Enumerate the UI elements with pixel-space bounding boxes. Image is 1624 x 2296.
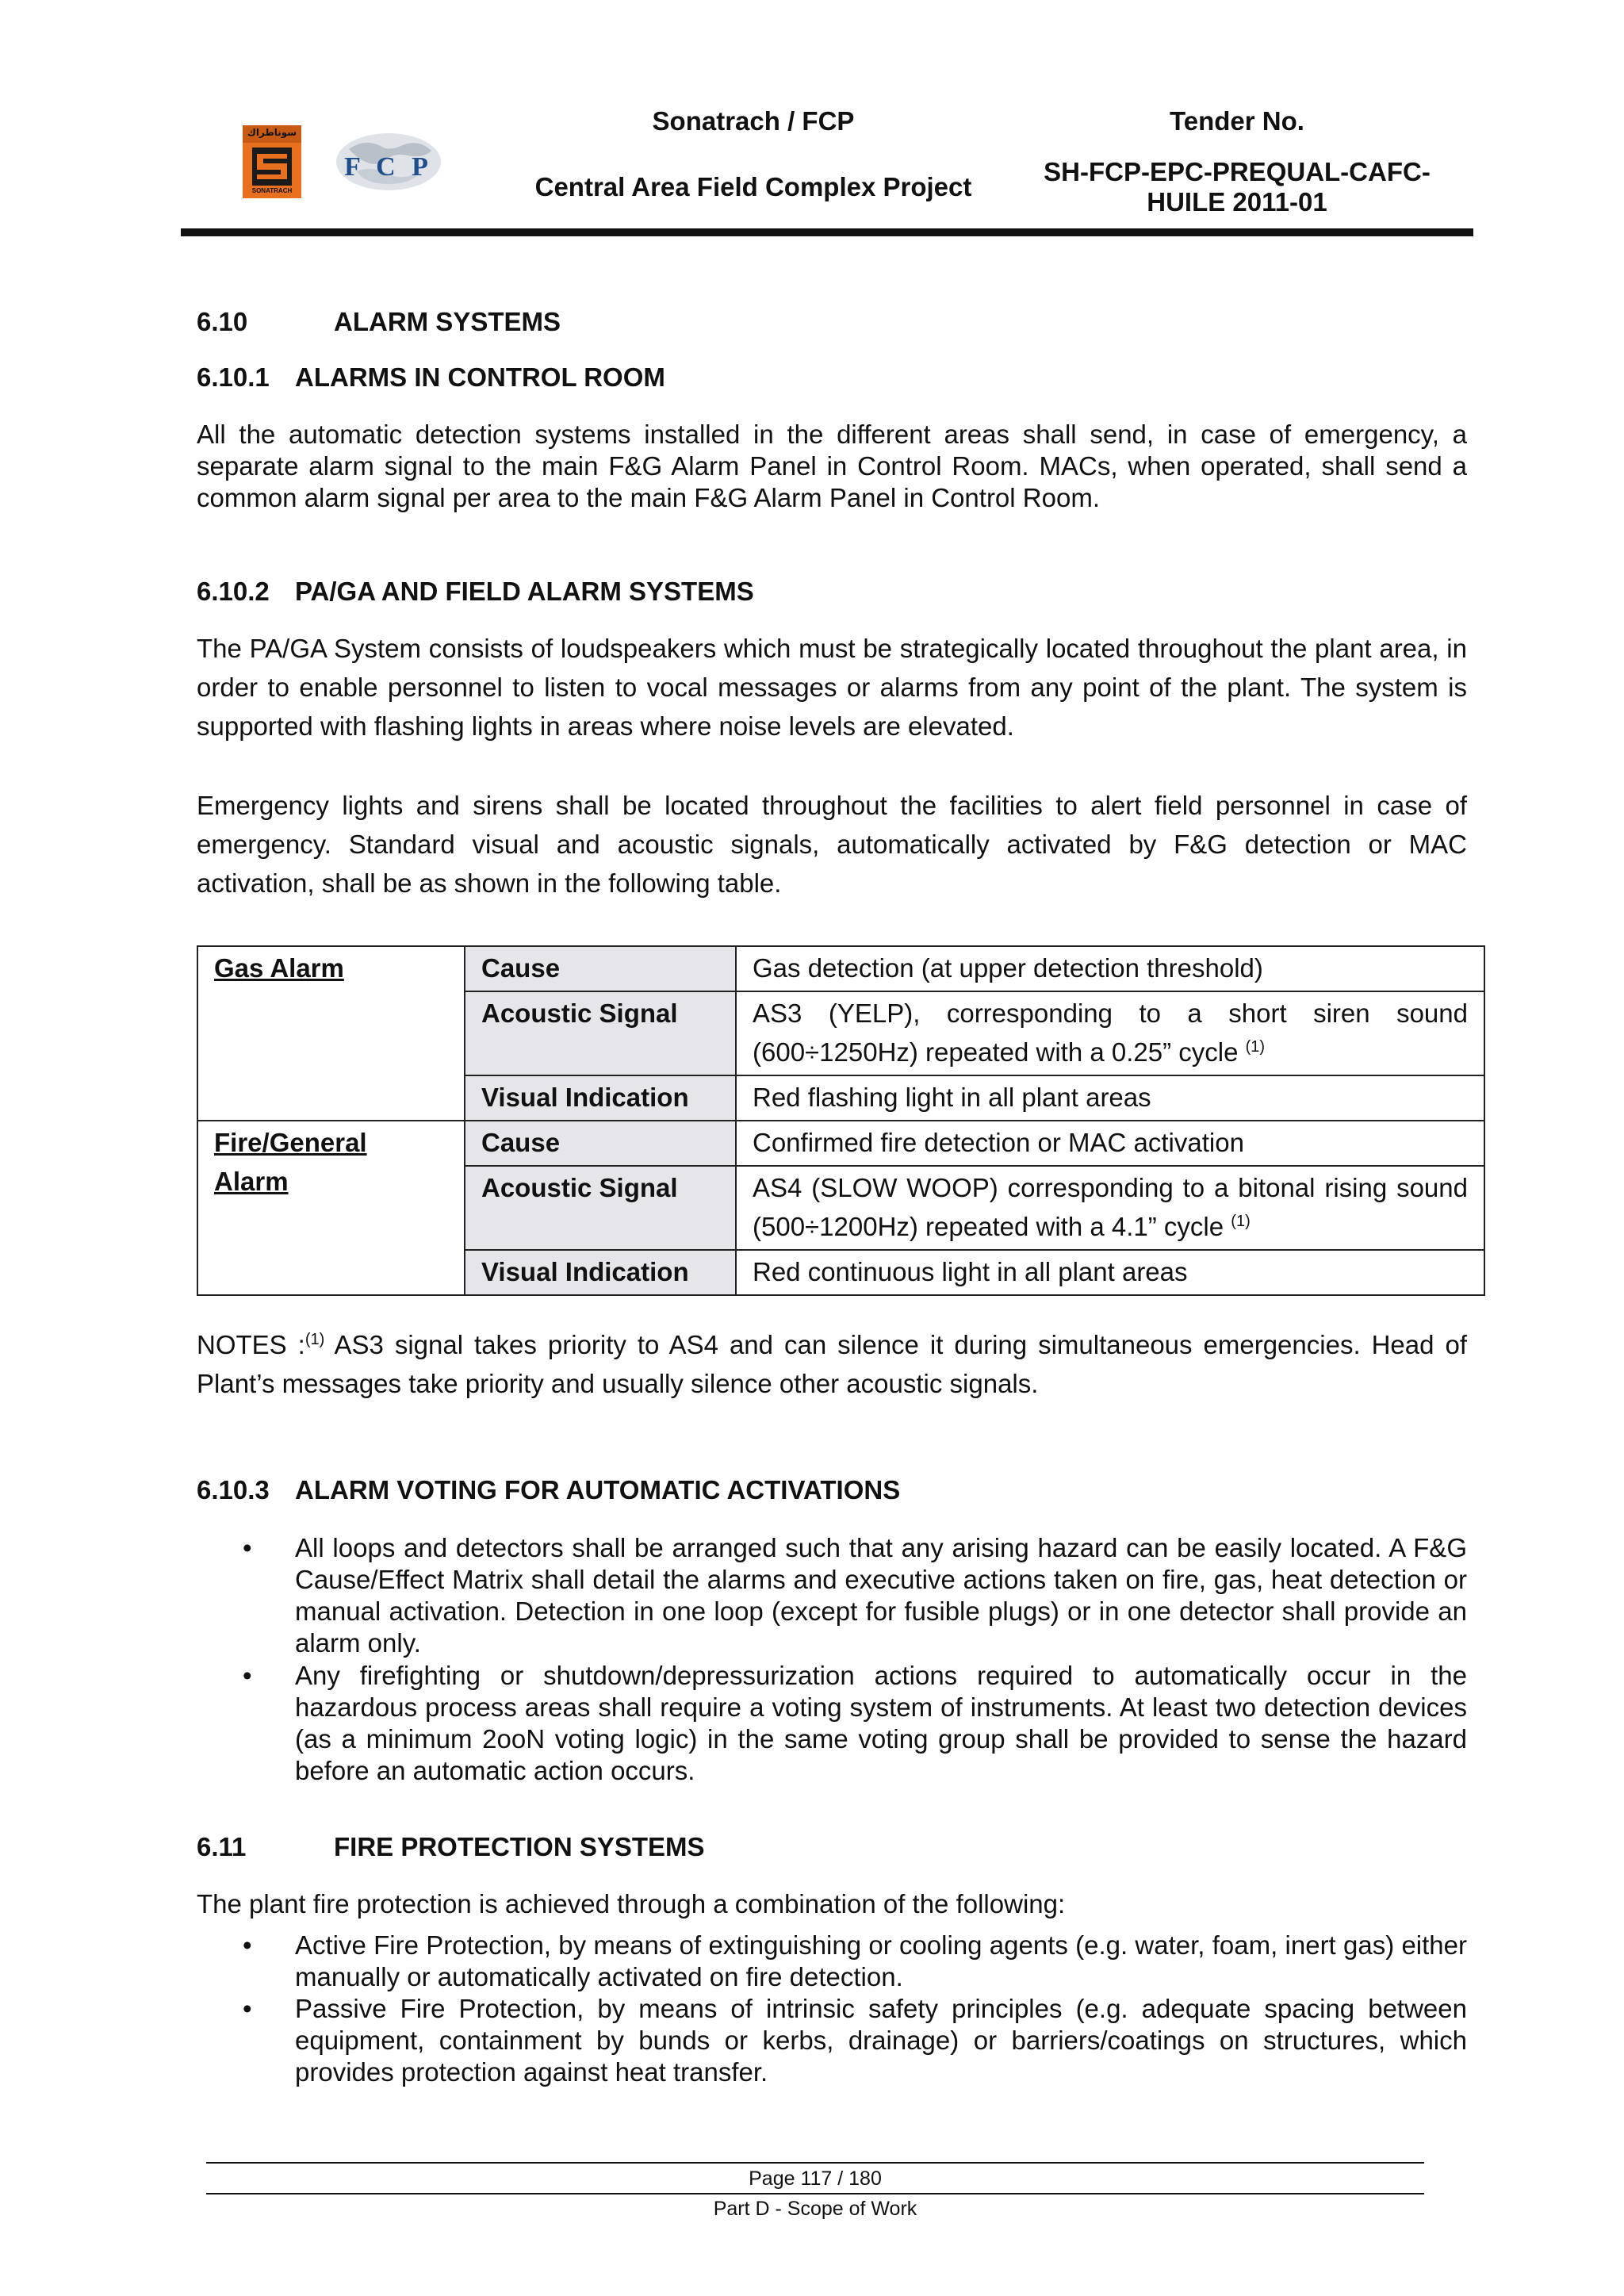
list-item bbox=[197, 1532, 1467, 1659]
alarm-signals-table bbox=[197, 945, 1485, 1296]
header-left-subtitle: Central Area Field Complex Project bbox=[534, 172, 972, 201]
header-left-title: Sonatrach / FCP bbox=[652, 106, 855, 136]
section-6-10-2-para1: The PA/GA System consists of loudspeakers which must be strategically located throughout the plant area, in order to enable personnel to listen to vocal messages or alarms from any point of the plant. The system is supported with flashing lights in areas where noise levels are elevated. bbox=[197, 634, 1467, 741]
table-notes bbox=[197, 1325, 1467, 1403]
table-row bbox=[197, 946, 1484, 991]
section-6-10-2-para2: Emergency lights and sirens shall be located throughout the facilities to alert field personnel in case of emergency. Standard visual and acoustic signals, automatically activated by F&G detection or MAC activation, shall be as shown in the following table. bbox=[197, 791, 1467, 898]
row-label: Cause bbox=[465, 946, 736, 991]
bullet-icon: • bbox=[243, 1930, 252, 1960]
fcp-logo-text: F C P bbox=[344, 152, 433, 182]
list-item bbox=[197, 1660, 1467, 1787]
section-number: 6.11 bbox=[197, 1832, 247, 1861]
footer-part: Part D - Scope of Work bbox=[713, 2198, 917, 2220]
bullet-icon: • bbox=[243, 1994, 252, 2023]
section-title: ALARMS IN CONTROL ROOM bbox=[295, 362, 665, 392]
footer-rule-top bbox=[206, 2162, 1424, 2164]
sonatrach-logo-arabic: سوناطراك bbox=[247, 127, 297, 138]
page-number: Page 117 / 180 bbox=[749, 2168, 882, 2190]
list-item-text: Active Fire Protection, by means of extinguishing or cooling agents (e.g. water, foam, inert gas) either manually or automatically activated on fire detection. bbox=[295, 1930, 1467, 1991]
header-right-line1: SH-FCP-EPC-PREQUAL-CAFC- bbox=[1044, 157, 1431, 186]
section-number: 6.10.1 bbox=[197, 362, 270, 392]
footer-rule-bottom bbox=[206, 2193, 1424, 2194]
gas-alarm-label: Gas Alarm bbox=[214, 953, 344, 983]
row-label: Visual Indication bbox=[465, 1075, 736, 1121]
footnote-marker: (1) bbox=[1245, 1038, 1266, 1056]
footnote-marker: (1) bbox=[304, 1331, 325, 1348]
row-label: Cause bbox=[465, 1121, 736, 1166]
notes-text: AS3 signal takes priority to AS4 and can silence it during simultaneous emergencies. Head of Plant’s messages take priority and usually silence other acoustic signals. bbox=[197, 1330, 1467, 1398]
section-6-10-3-bullets bbox=[197, 1532, 1467, 1787]
row-value: Gas detection (at upper detection threshold) bbox=[736, 946, 1484, 991]
list-item-text: Any firefighting or shutdown/depressurization actions required to automatically occur in the hazardous process areas shall require a voting system of instruments. At least two detection devices (as a minimum 2ooN voting logic) in the same voting group shall be provided to sense the hazard before an automatic action occurs. bbox=[295, 1661, 1467, 1785]
row-value bbox=[736, 1166, 1484, 1250]
row-label: Visual Indication bbox=[465, 1250, 736, 1295]
table-row bbox=[197, 1121, 1484, 1166]
section-title: FIRE PROTECTION SYSTEMS bbox=[334, 1832, 705, 1861]
section-6-11-intro: The plant fire protection is achieved through a combination of the following: bbox=[197, 1889, 1066, 1918]
section-6-10-1-heading bbox=[197, 362, 665, 393]
footnote-marker: (1) bbox=[1231, 1213, 1251, 1230]
fire-alarm-group-cell bbox=[197, 1121, 465, 1295]
section-title: PA/GA AND FIELD ALARM SYSTEMS bbox=[295, 577, 754, 606]
row-value: Confirmed fire detection or MAC activation bbox=[736, 1121, 1484, 1166]
row-label: Acoustic Signal bbox=[465, 1166, 736, 1250]
section-number: 6.10.3 bbox=[197, 1475, 270, 1504]
fcp-logo bbox=[325, 125, 452, 198]
acoustic-text: AS4 (SLOW WOOP) corresponding to a bitonal rising sound (500÷1200Hz) repeated with a 4.1” cycle bbox=[753, 1173, 1468, 1241]
notes-prefix: NOTES : bbox=[197, 1330, 305, 1359]
section-6-11-bullets bbox=[197, 1930, 1467, 2088]
row-value: Red continuous light in all plant areas bbox=[736, 1250, 1484, 1295]
section-title: ALARM VOTING FOR AUTOMATIC ACTIVATIONS bbox=[295, 1475, 901, 1504]
gas-alarm-group-cell bbox=[197, 946, 465, 1121]
bullet-icon: • bbox=[243, 1533, 252, 1562]
section-6-11-heading bbox=[197, 1832, 705, 1862]
fire-alarm-label-line1: Fire/General bbox=[214, 1128, 367, 1157]
row-value: Red flashing light in all plant areas bbox=[736, 1075, 1484, 1121]
header-right-title: Tender No. bbox=[1170, 106, 1304, 136]
header-right-line2: HUILE 2011-01 bbox=[1147, 187, 1327, 217]
section-6-10-2-heading bbox=[197, 577, 754, 607]
bullet-icon: • bbox=[243, 1661, 252, 1690]
section-6-10-heading bbox=[197, 307, 561, 337]
fire-alarm-label-line2: Alarm bbox=[214, 1167, 289, 1196]
sonatrach-logo bbox=[243, 125, 301, 198]
row-label: Acoustic Signal bbox=[465, 991, 736, 1075]
list-item bbox=[197, 1930, 1467, 1993]
sonatrach-logo-caption: SONATRACH bbox=[251, 187, 293, 194]
list-item-text: Passive Fire Protection, by means of intrinsic safety principles (e.g. adequate spacing between equipment, containment by bunds or kerbs, drainage) or barriers/coatings on structures, which provides protection against heat transfer. bbox=[295, 1994, 1467, 2087]
section-number: 6.10.2 bbox=[197, 577, 270, 606]
section-6-10-1-body: All the automatic detection systems installed in the different areas shall send, in case of emergency, a separate alarm signal to the main F&G Alarm Panel in Control Room. MACs, when operated, shall send a common alarm signal per area to the main F&G Alarm Panel in Control Room. bbox=[197, 420, 1467, 512]
section-6-10-3-heading bbox=[197, 1475, 900, 1505]
list-item bbox=[197, 1993, 1467, 2088]
section-number: 6.10 bbox=[197, 307, 248, 336]
row-value bbox=[736, 991, 1484, 1075]
list-item-text: All loops and detectors shall be arranged such that any arising hazard can be easily located. A F&G Cause/Effect Matrix shall detail the alarms and executive actions taken on fire, gas, heat detection or manual activation. Detection in one loop (except for fusible plugs) or in one detector shall provide an alarm only. bbox=[295, 1533, 1467, 1658]
section-title: ALARM SYSTEMS bbox=[334, 307, 561, 336]
acoustic-text: AS3 (YELP), corresponding to a short siren sound (600÷1250Hz) repeated with a 0.25” cycle bbox=[753, 999, 1468, 1067]
header-rule bbox=[181, 228, 1473, 236]
